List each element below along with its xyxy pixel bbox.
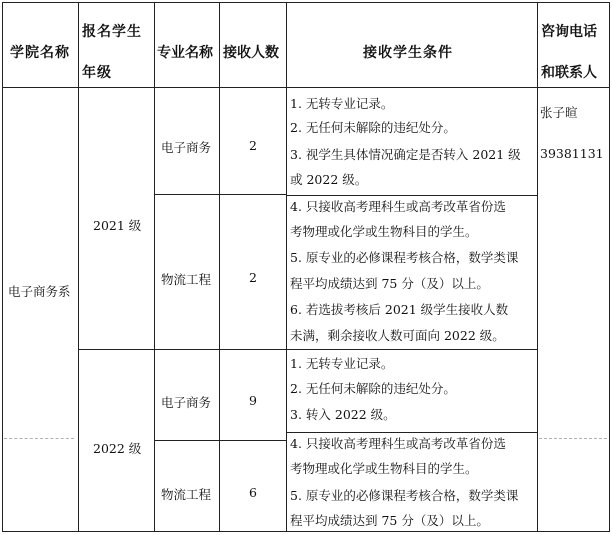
quota-value: 6 (249, 485, 257, 500)
col-border-1 (78, 2, 79, 532)
major-name: 物流工程 (161, 272, 212, 287)
major-separator-2022 (154, 440, 287, 441)
dashed-guide-left (4, 438, 74, 439)
col-border-3 (219, 2, 220, 532)
grade-2022: 2022 级 (93, 441, 142, 456)
condition-line: 3. 视学生具体情况确定是否转入 2021 级 (290, 147, 521, 162)
major-name: 物流工程 (161, 487, 212, 502)
condition-line: 5. 原专业的必修课程考核合格，数学类课 (290, 250, 519, 265)
condition-line: 程平均成绩达到 75 分（及）以上。 (290, 513, 489, 528)
quota-value: 9 (249, 393, 257, 408)
header-quota: 接收人数 (223, 45, 279, 61)
condition-line: 未满，剩余接收人数可面向 2022 级。 (290, 328, 505, 343)
grade-2021: 2021 级 (93, 218, 142, 233)
condition-line: 2. 无任何未解除的违纪处分。 (290, 120, 456, 135)
header-college: 学院名称 (10, 45, 70, 61)
condition-line: 2. 无任何未解除的违纪处分。 (290, 381, 456, 396)
contact-name: 张子暄 (540, 105, 578, 120)
condition-line: 5. 原专业的必修课程考核合格，数学类课 (290, 488, 519, 503)
college-name: 电子商务系 (8, 284, 71, 299)
condition-line: 4. 只接收高考理科生或高考改革省份选 (290, 436, 506, 451)
dashed-guide-right (539, 438, 607, 439)
condition-line: 或 2022 级。 (290, 172, 368, 187)
col-border-5 (537, 2, 538, 532)
conditions-inner-border-1 (286, 195, 537, 196)
col-border-0 (2, 2, 3, 532)
condition-line: 考物理或化学或生物科目的学生。 (290, 461, 478, 476)
quota-value: 2 (249, 138, 257, 153)
condition-line: 程平均成绩达到 75 分（及）以上。 (290, 276, 489, 291)
table-bottom-border (2, 531, 610, 532)
conditions-inner-border-2 (286, 432, 537, 433)
grade-separator (78, 349, 537, 350)
table-top-border (2, 2, 610, 3)
header-contact-line2: 和联系人 (541, 65, 597, 81)
quota-value: 2 (249, 270, 257, 285)
condition-line: 考物理或化学或生物科目的学生。 (290, 224, 478, 239)
major-name: 电子商务 (161, 395, 212, 410)
condition-line: 1. 无转专业记录。 (290, 356, 394, 371)
condition-line: 1. 无转专业记录。 (290, 96, 394, 111)
major-name: 电子商务 (161, 140, 212, 155)
header-major: 专业名称 (157, 45, 213, 61)
condition-line: 6. 若选拔考核后 2021 级学生接收人数 (290, 302, 509, 317)
major-separator-2021 (154, 194, 287, 195)
header-contact-line1: 咨询电话 (541, 24, 597, 40)
col-border-2 (154, 2, 155, 532)
condition-line: 4. 只接收高考理科生或高考改革省份选 (290, 199, 506, 214)
col-border-6 (609, 2, 610, 532)
condition-line: 3. 转入 2022 级。 (290, 407, 396, 422)
header-conditions: 接收学生条件 (363, 45, 453, 61)
header-grade-line1: 报名学生 (82, 24, 142, 40)
header-bottom-border (2, 87, 610, 88)
contact-phone: 39381131 (540, 146, 604, 161)
header-grade-line2: 年级 (82, 65, 112, 81)
col-border-4 (286, 2, 287, 532)
